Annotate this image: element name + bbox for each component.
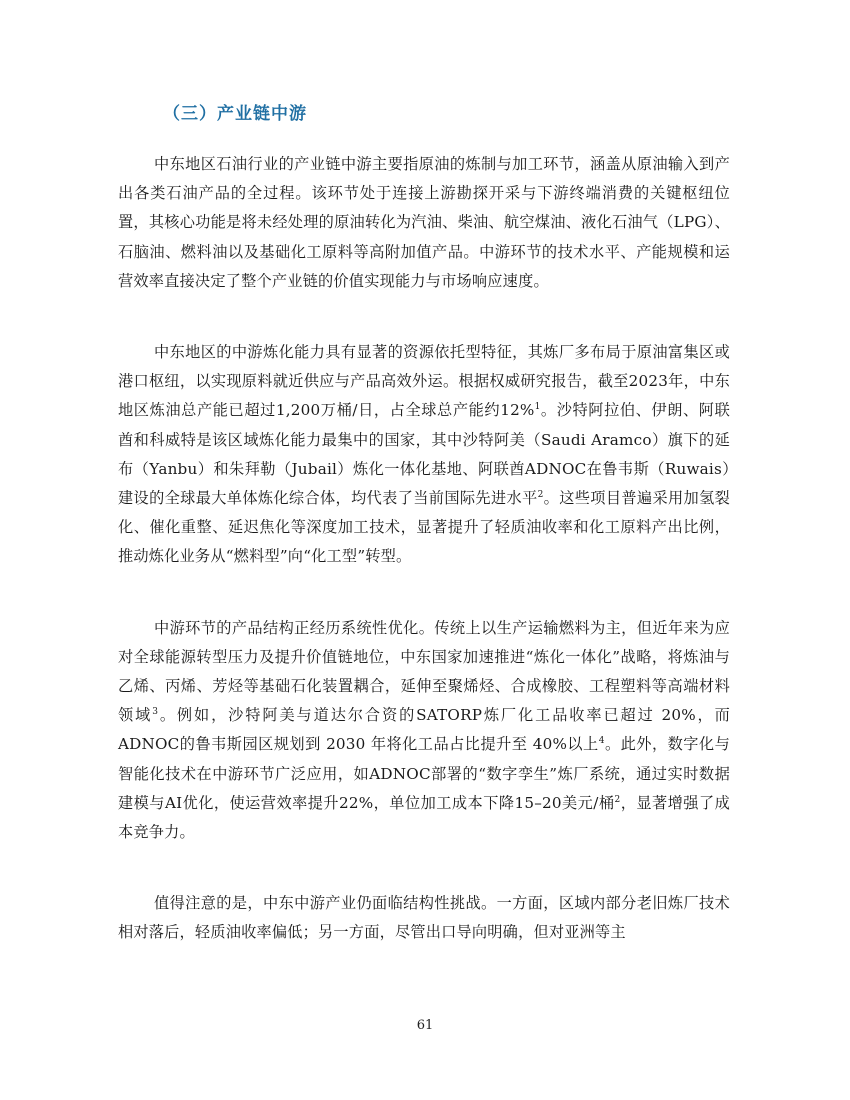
paragraph-2 (118, 338, 730, 572)
footnote-ref[interactable]: 2 (537, 490, 544, 501)
paragraph-text: ，显著增强了成本竞争力。 (118, 793, 730, 842)
section-heading: （三）产业链中游 (163, 104, 307, 124)
paragraph-text: 中游环节的产品结构正经历系统性优化。传统上以生产运输燃料为主，但近年来为应对全球能源转型压力及提升价值链地位，中东国家加速推进“炼化一体化”战略，将炼油与乙烯、丙烯、芳烃等基础石化装置耦合，延伸至聚烯烃、合成橡胶、工程塑料等高端材料领域 (118, 618, 730, 725)
body-text (118, 150, 730, 990)
footnote-ref[interactable]: 4 (598, 736, 605, 747)
paragraph-1 (118, 150, 730, 296)
paragraph-text: 中东地区石油行业的产业链中游主要指原油的炼制与加工环节，涵盖从原油输入到产出各类石油产品的全过程。该环节处于连接上游勘探开采与下游终端消费的关键枢纽位置，其核心功能是将未经处理的原油转化为汽油、柴油、航空煤油、液化石油气（LPG）、石脑油、燃料油以及基础化工原料等高附加值产品。中游环节的技术水平、产能规模和运营效率直接决定了整个产业链的价值实现能力与市场响应速度。 (118, 155, 730, 290)
paragraph-text: 。这些项目普遍采用加氢裂化、催化重整、延迟焦化等深度加工技术，显著提升了轻质油收率和化工原料产出比例，推动炼化业务从“燃料型”向“化工型”转型。 (118, 489, 730, 566)
paragraph-text: 。例如，沙特阿美与道达尔合资的SATORP炼厂化工品收率已超过 20%，而 ADNOC的鲁韦斯园区规划到 2030 年将化工品占比提升至 40%以上 (118, 706, 730, 754)
page-number: 61 (416, 1018, 434, 1033)
footnote-ref[interactable]: 3 (152, 707, 159, 718)
paragraph-text: 值得注意的是，中东中游产业仍面临结构性挑战。一方面，区域内部分老旧炼厂技术相对落后，轻质油收率偏低；另一方面，尽管出口导向明确，但对亚洲等主 (118, 894, 730, 942)
footnote-ref[interactable]: 2 (614, 794, 621, 805)
paragraph-text: 。此外，数字化与智能化技术在中游环节广泛应用，如ADNOC部署的“数字孪生”炼厂系统，通过实时数据建模与AI优化，使运营效率提升22%，单位加工成本下降15–20美元/桶 (118, 735, 730, 812)
footnote-ref[interactable]: 1 (534, 402, 541, 413)
paragraph-text: 。沙特阿拉伯、伊朗、阿联酋和科威特是该区域炼化能力最集中的国家，其中沙特阿美（Saudi Aramco）旗下的延布（Yanbu）和朱拜勒（Jubail）炼化一体化基地、阿联酋ADNOC在鲁韦斯（Ruwais）建设的全球最大单体炼化综合体，均代表了当前国际先进水平 (118, 401, 730, 508)
paragraph-3 (118, 614, 730, 848)
paragraph-4 (118, 889, 730, 947)
paragraph-text: 中东地区的中游炼化能力具有显著的资源依托型特征，其炼厂多布局于原油富集区或港口枢纽，以实现原料就近供应与产品高效外运。根据权威研究报告，截至2023年，中东地区炼油总产能已超过1,200万桶/日，占全球总产能约12% (118, 343, 730, 420)
